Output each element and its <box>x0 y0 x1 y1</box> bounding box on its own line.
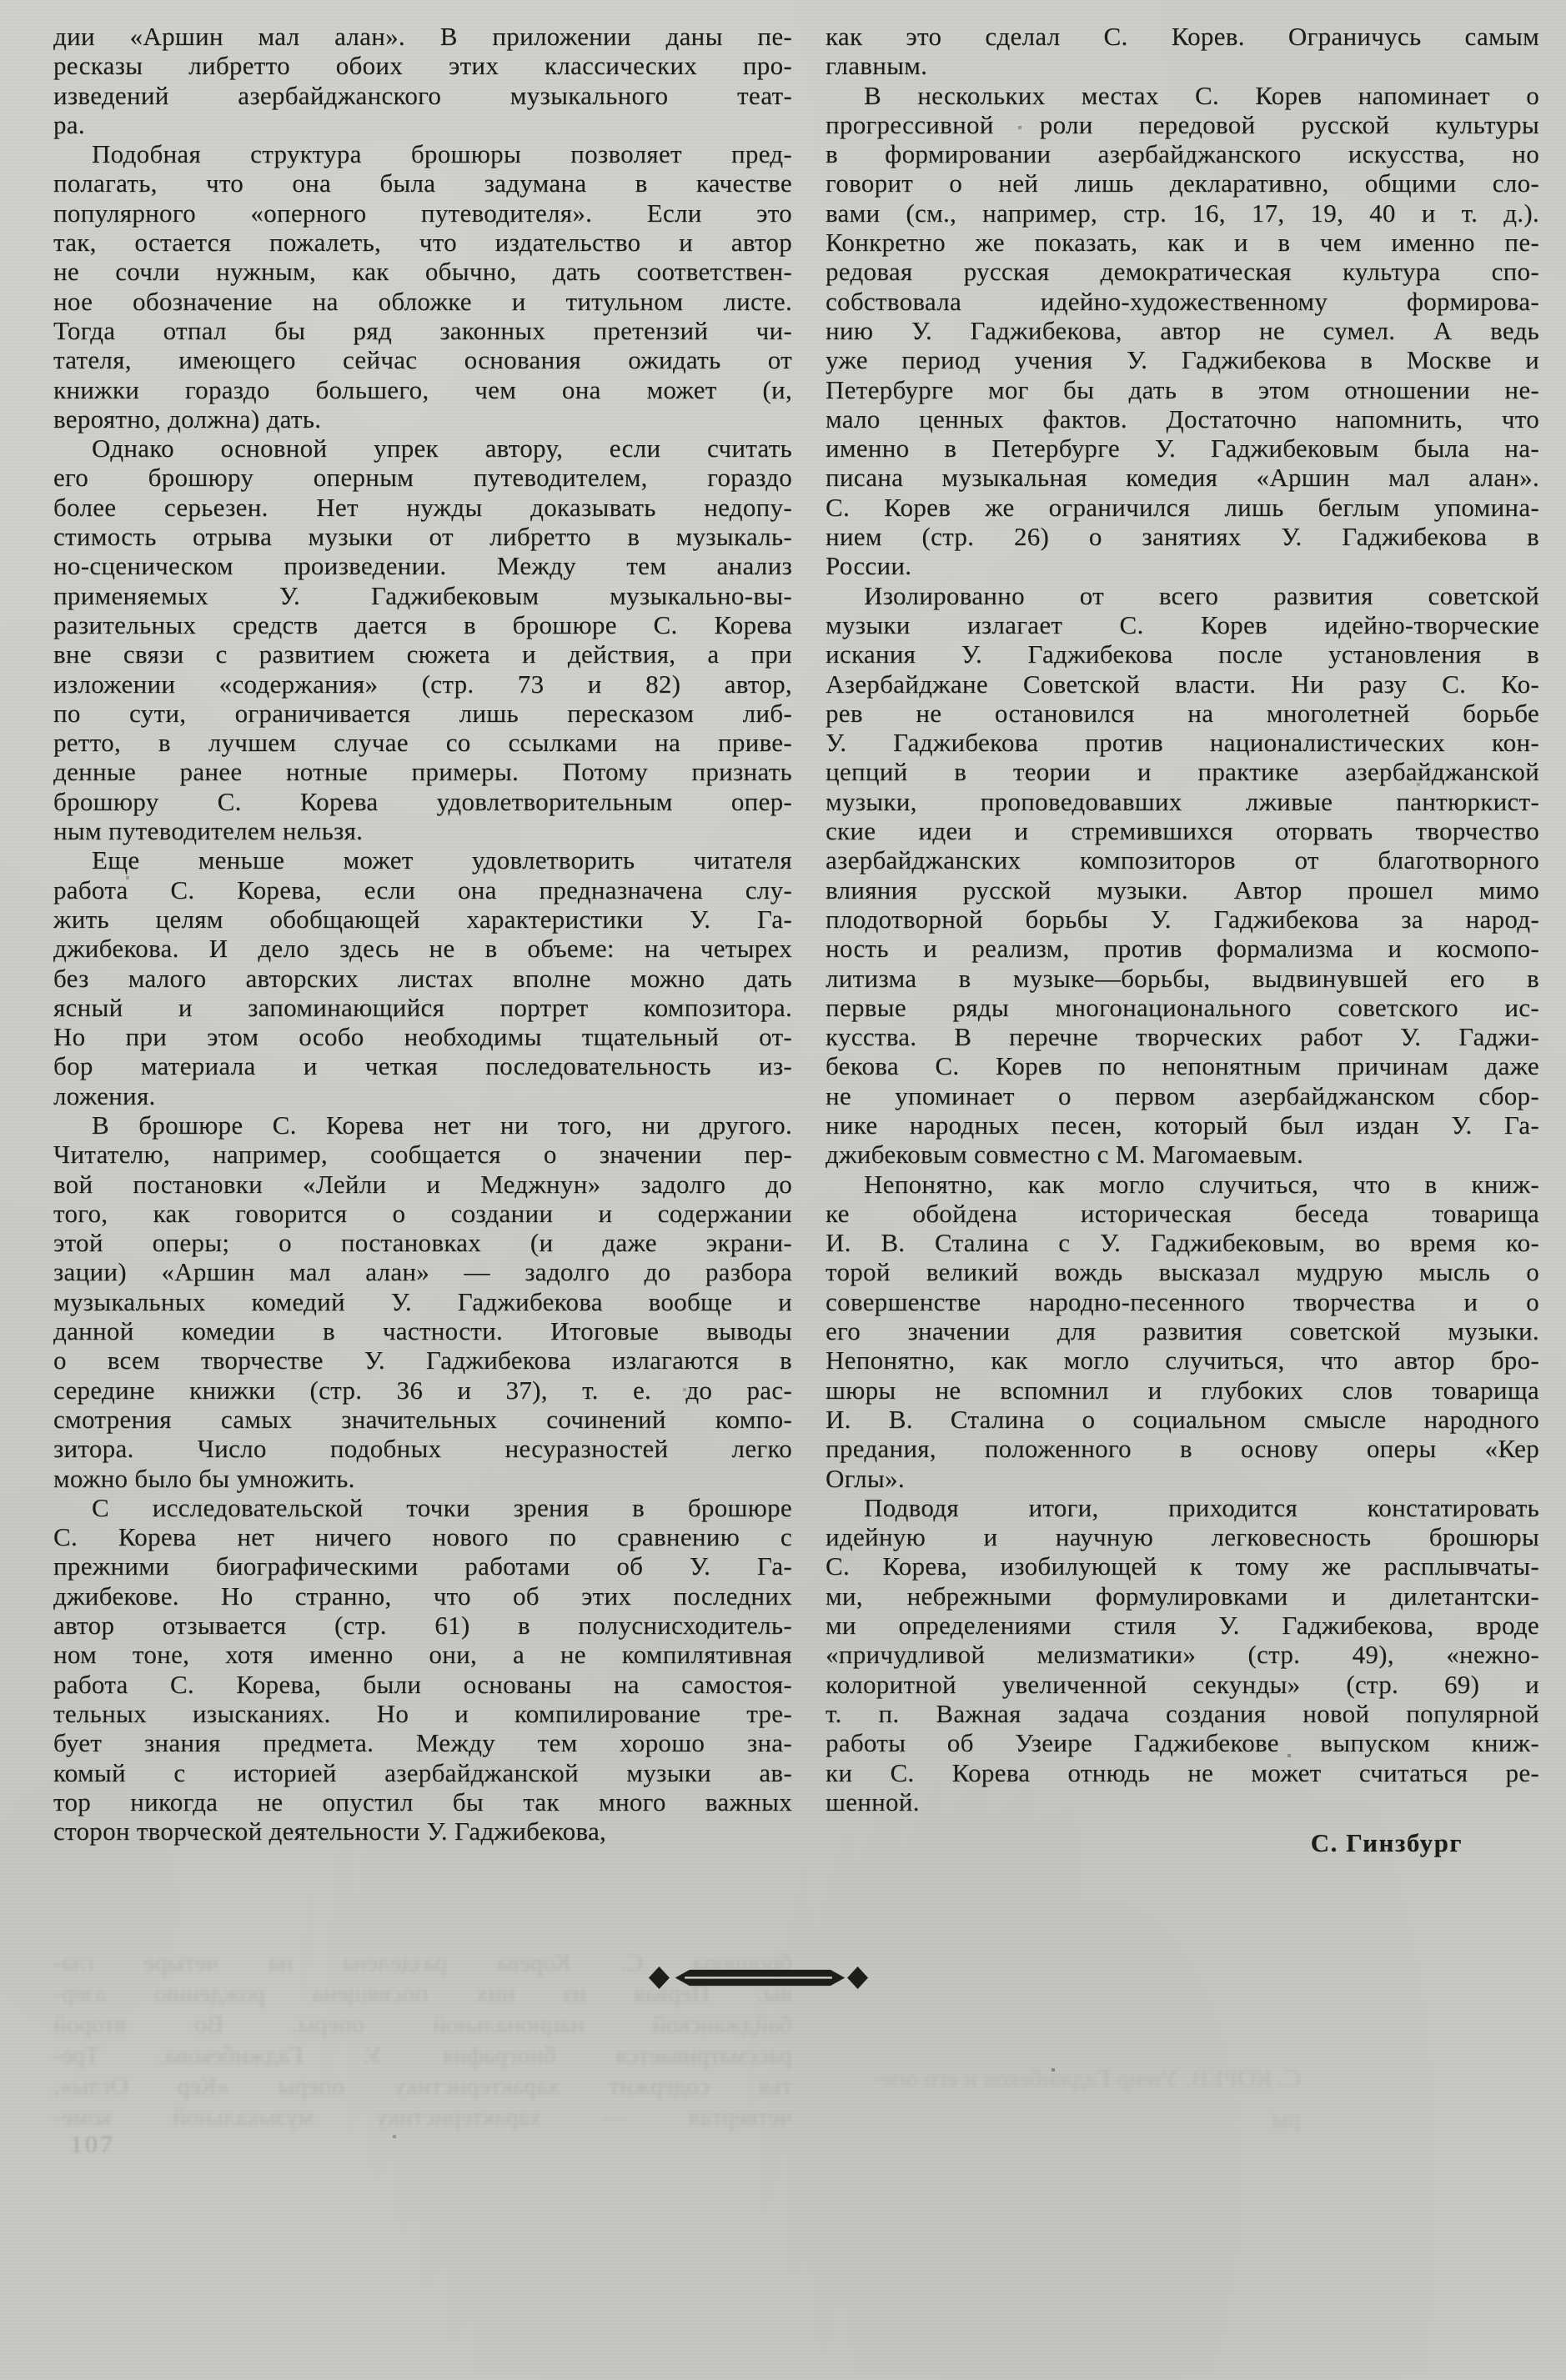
text-line: «причудливой мелизматики» (стр. 49), «нежно- <box>826 1640 1539 1670</box>
text-line: джибековым совместно с М. Магомаевым. <box>826 1140 1303 1170</box>
text-line: джибекове. Но странно, что об этих последних <box>53 1581 792 1611</box>
text-line: по сути, ограничивается лишь пересказом либ- <box>53 698 792 728</box>
text-line: смотрения самых значительных сочинений компо- <box>53 1404 792 1434</box>
text-line: ное обозначение на обложке и титульном листе. <box>53 286 792 316</box>
text-line: влияния русской музыки. Автор прошел мимо <box>826 874 1539 904</box>
text-line: не сочли нужным, как обычно, дать соответствен- <box>53 257 792 287</box>
text-line: Оглы». <box>826 1463 905 1493</box>
paragraph <box>53 433 792 845</box>
text-line: ки С. Корева отнюдь не может считаться ре- <box>826 1757 1539 1787</box>
text-line: комый с историей азербайджанской музыки ав- <box>53 1757 792 1787</box>
text-line: И. В. Сталина о социальном смысле народного <box>826 1404 1539 1434</box>
text-line: музыки излагает С. Корев идейно-творческие <box>826 609 1539 639</box>
text-line: книжки гораздо большего, чем она может (и, <box>53 374 792 404</box>
text-line: ке обойдена историческая беседа товарища <box>826 1198 1539 1228</box>
ghost-line: четвертая — характеристику музыкальной коме- <box>53 2103 792 2131</box>
text-line: шюры не вспомнил и глубоких слов товарища <box>826 1375 1539 1405</box>
text-line: вами (см., например, стр. 16, 17, 19, 40 и т. д.). <box>826 198 1539 228</box>
text-line: ра. <box>53 109 85 139</box>
text-line: его брошюру оперным путеводителем, гораздо <box>53 463 792 493</box>
text-line: музыки, проповедовавших лживые пантюркист- <box>826 786 1539 816</box>
paragraph <box>53 1110 792 1493</box>
text-line: ми, небрежными формулировками и дилетантски- <box>826 1581 1539 1611</box>
text-line: середине книжки (стр. 36 и 37), т. е. до рас- <box>53 1375 792 1405</box>
paragraph <box>53 22 792 139</box>
text-line: работа С. Корева, были основаны на самостоя- <box>53 1669 792 1699</box>
text-line: работа С. Корева, если она предназначена слу- <box>53 874 792 904</box>
ghost-line: рассматривается биография У. Гаджибекова. Тре- <box>53 2042 792 2069</box>
text-line: уже период учения У. Гаджибекова в Москве и <box>826 345 1539 375</box>
ghost-line: тья содержит характеристику оперы «Кер Оглы», <box>53 2072 792 2100</box>
text-line: Непонятно, как могло случиться, что в книж- <box>864 1169 1539 1199</box>
text-line: брошюру С. Корева удовлетворительным опер- <box>53 786 792 816</box>
text-line: жить целям обобщающей характеристики У. Га- <box>53 904 792 934</box>
text-line: рев не остановился на многолетней борьбе <box>826 698 1539 728</box>
text-line: прежними биографическими работами об У. Га- <box>53 1551 792 1581</box>
text-line: ложения. <box>53 1080 156 1110</box>
left-column <box>53 22 792 1846</box>
text-line: Еще меньше может удовлетворить читателя <box>92 845 792 875</box>
paragraph <box>826 1493 1539 1816</box>
paragraph <box>826 1170 1539 1493</box>
text-line: первые ряды многонационального советского ис- <box>826 992 1539 1022</box>
text-line: прогрессивной роли передовой русской культуры <box>826 109 1539 139</box>
text-line: ретто, в лучшем случае со ссылками на приве- <box>53 728 792 758</box>
paragraph <box>53 1493 792 1846</box>
text-line: музыкальных комедий У. Гаджибекова вообще и <box>53 1286 792 1316</box>
text-line: т. п. Важная задача создания новой популярной <box>826 1698 1539 1728</box>
text-line: о всем творчестве У. Гаджибекова излагаются в <box>53 1345 792 1375</box>
text-line: зитора. Число подобных несуразностей легко <box>53 1434 792 1464</box>
text-line: нике народных песен, который был издан У. Га- <box>826 1110 1539 1140</box>
text-line: В нескольких местах С. Корев напоминает о <box>864 80 1539 110</box>
text-line: нию У. Гаджибекова, автор не сумел. А ведь <box>826 315 1539 345</box>
text-line: без малого авторских листах вполне можно дать <box>53 963 792 993</box>
text-line: ность и реализм, против формализма и космопо- <box>826 934 1539 964</box>
text-line: С. Корев же ограничился лишь беглым упомина- <box>826 492 1539 522</box>
text-line: этой оперы; о постановках (и даже экрани- <box>53 1228 792 1258</box>
text-line: более серьезен. Нет нужды доказывать недопу- <box>53 492 792 522</box>
paragraph <box>826 581 1539 1170</box>
text-line: литизма в музыке—борьбы, выдвинувшей его в <box>826 963 1539 993</box>
text-line: нием (стр. 26) о занятиях У. Гаджибекова в <box>826 522 1539 552</box>
text-line: вой постановки «Лейли и Меджнун» задолго до <box>53 1169 792 1199</box>
text-line: редовая русская демократическая культура спо- <box>826 257 1539 287</box>
divider-bar-slit <box>685 1977 832 1978</box>
text-line: так, остается пожалеть, что издательство и автор <box>53 228 792 258</box>
text-line: И. В. Сталина с У. Гаджибековым, во время ко- <box>826 1228 1539 1258</box>
text-line: тателя, имеющего сейчас основания ожидать от <box>53 345 792 375</box>
text-line: данной комедии в частности. Итоговые выводы <box>53 1316 792 1346</box>
text-line: не упоминает о первом азербайджанском сбор- <box>826 1080 1539 1110</box>
text-line: Тогда отпал бы ряд законных претензий чи- <box>53 315 792 345</box>
text-line: С. Корева нет ничего нового по сравнению с <box>53 1522 792 1552</box>
divider-left-diamond <box>649 1967 670 1989</box>
text-line: денные ранее нотные примеры. Потому признать <box>53 757 792 787</box>
text-line: ясный и запоминающийся портрет композитора. <box>53 992 792 1022</box>
text-line: совершенстве народно-песенного творчества и о <box>826 1286 1539 1316</box>
text-line: разительных средств дается в брошюре С. Корева <box>53 609 792 639</box>
author-signature: С. Гинзбург <box>1310 1828 1463 1858</box>
paper-specks <box>0 0 2 2</box>
text-line: популярного «оперного путеводителя». Если это <box>53 198 792 228</box>
text-line: предания, положенного в основу оперы «Кер <box>826 1434 1539 1464</box>
text-line: бекова С. Корев по непонятным причинам даже <box>826 1051 1539 1081</box>
text-line: У. Гаджибекова против националистических кон- <box>826 728 1539 758</box>
text-line: стимость отрыва музыки от либретто в музыкаль- <box>53 522 792 552</box>
text-line: мало ценных фактов. Достаточно напомнить, что <box>826 403 1539 433</box>
text-line: Читателю, например, сообщается о значении пер- <box>53 1140 792 1170</box>
text-line: можно было бы умножить. <box>53 1463 355 1493</box>
text-line: Подобная структура брошюры позволяет пред- <box>92 139 792 169</box>
text-line: в формировании азербайджанского искусства, но <box>826 139 1539 169</box>
text-line: применяемых У. Гаджибековым музыкально-вы- <box>53 580 792 610</box>
text-line: шенной. <box>826 1786 920 1816</box>
bleedthrough-text-right <box>834 2059 1301 2139</box>
text-line: как это сделал С. Корев. Ограничусь самым <box>826 22 1539 51</box>
text-line: ным путеводителем нельзя. <box>53 816 364 846</box>
text-line: Непонятно, как могло случиться, что автор бро- <box>826 1345 1539 1375</box>
text-line: ном тоне, хотя именно они, а не компилятивная <box>53 1640 792 1670</box>
text-line: дии «Аршин мал алан». В приложении даны пе- <box>53 22 792 51</box>
text-line: полагать, что она была задумана в качестве <box>53 168 792 198</box>
paragraph <box>826 22 1539 81</box>
text-line: азербайджанских композиторов от благотворного <box>826 845 1539 875</box>
text-line: изложении «содержания» (стр. 73 и 82) автор, <box>53 669 792 699</box>
text-line: джибекова. И дело здесь не в объеме: на четырех <box>53 934 792 964</box>
text-line: С. Корева, изобилующей к тому же расплывчаты- <box>826 1551 1539 1581</box>
text-line: Подводя итоги, приходится констатировать <box>864 1492 1539 1522</box>
text-line: именно в Петербурге У. Гаджибековым была на- <box>826 433 1539 463</box>
text-line: Конкретно же показать, как и в чем именно пе- <box>826 228 1539 258</box>
ghost-line: вы. Первая из них посвящена рождению азер- <box>53 1980 792 2007</box>
left-column-text <box>53 22 792 1846</box>
text-line: ресказы либретто обоих этих классических про- <box>53 51 792 81</box>
text-line: цепций в теории и практике азербайджанской <box>826 757 1539 787</box>
ghost-line: С. КОРЕВ. Узеир Гаджибеков и его опе- <box>872 2065 1301 2092</box>
right-column <box>826 22 1539 1858</box>
text-line: говорит о ней лишь декларативно, общими сло- <box>826 168 1539 198</box>
text-line: Изолированно от всего развития советской <box>864 580 1539 610</box>
ghost-line: ры <box>1271 2105 1301 2132</box>
text-line: кусства. В перечне творческих работ У. Гаджи- <box>826 1022 1539 1052</box>
text-line: ми определениями стиля У. Гаджибекова, вроде <box>826 1611 1539 1641</box>
text-line: бует знания предмета. Между тем хорошо зна- <box>53 1728 792 1758</box>
text-line: но-сценическом произведении. Между тем анализ <box>53 551 792 581</box>
text-line: его значении для развития советской музыки. <box>826 1316 1539 1346</box>
text-line: искания У. Гаджибекова после установления в <box>826 639 1539 669</box>
text-line: торой великий вождь высказал мудрую мысль о <box>826 1257 1539 1287</box>
text-line: плодотворной борьбы У. Гаджибекова за народ- <box>826 904 1539 934</box>
right-column-text <box>826 22 1539 1816</box>
text-line: Однако основной упрек автору, если считать <box>92 433 792 463</box>
text-line: тельных изысканиях. Но и компилирование тре- <box>53 1698 792 1728</box>
paragraph <box>826 81 1539 581</box>
text-line: Петербурге мог бы дать в этом отношении не- <box>826 374 1539 404</box>
text-line: вероятно, должна) дать. <box>53 403 322 433</box>
text-line: бор материала и четкая последовательность из- <box>53 1051 792 1081</box>
text-line: Азербайджане Советской власти. Ни разу С. Ко- <box>826 669 1539 699</box>
text-line: В брошюре С. Корева нет ни того, ни другого. <box>92 1110 792 1140</box>
text-line: работы об Узеире Гаджибекове выпуском книж- <box>826 1728 1539 1758</box>
text-line: автор отзывается (стр. 61) в полуснисходитель- <box>53 1611 792 1641</box>
page-number-ghost: 107 <box>70 2131 115 2158</box>
text-line: Но при этом особо необходимы тщательный от- <box>53 1022 792 1052</box>
text-line: тор никогда не опустил бы так много важных <box>53 1786 792 1816</box>
ghost-line: байджанской национальной оперы. Во второй <box>53 2011 792 2038</box>
text-line: колоритной увеличенной секунды» (стр. 69) и <box>826 1669 1539 1699</box>
divider-right-diamond <box>847 1967 868 1989</box>
text-line: России. <box>826 551 912 581</box>
text-line: вне связи с развитием сюжета и действия, а при <box>53 639 792 669</box>
text-line: писана музыкальная комедия «Аршин мал алан». <box>826 463 1539 493</box>
text-line: того, как говорится о создании и содержании <box>53 1198 792 1228</box>
text-line: С исследовательской точки зрения в брошюре <box>92 1492 792 1522</box>
paragraph <box>53 845 792 1110</box>
text-line: идейную и научную легковесность брошюры <box>826 1522 1539 1552</box>
text-line: ские идеи и стремившихся оторвать творчество <box>826 816 1539 846</box>
text-line: собствовала идейно-художественному формирова- <box>826 286 1539 316</box>
paragraph <box>53 139 792 433</box>
text-line: изведений азербайджанского музыкального теат- <box>53 80 792 110</box>
text-line: сторон творческой деятельности У. Гаджибекова, <box>53 1816 607 1846</box>
text-line: зации) «Аршин мал алан» — задолго до разбора <box>53 1257 792 1287</box>
text-line: главным. <box>826 51 928 81</box>
ghost-line: брошюра С. Корева разделена на четыре гла- <box>53 1949 792 1977</box>
section-divider-ornament <box>648 1964 869 1992</box>
